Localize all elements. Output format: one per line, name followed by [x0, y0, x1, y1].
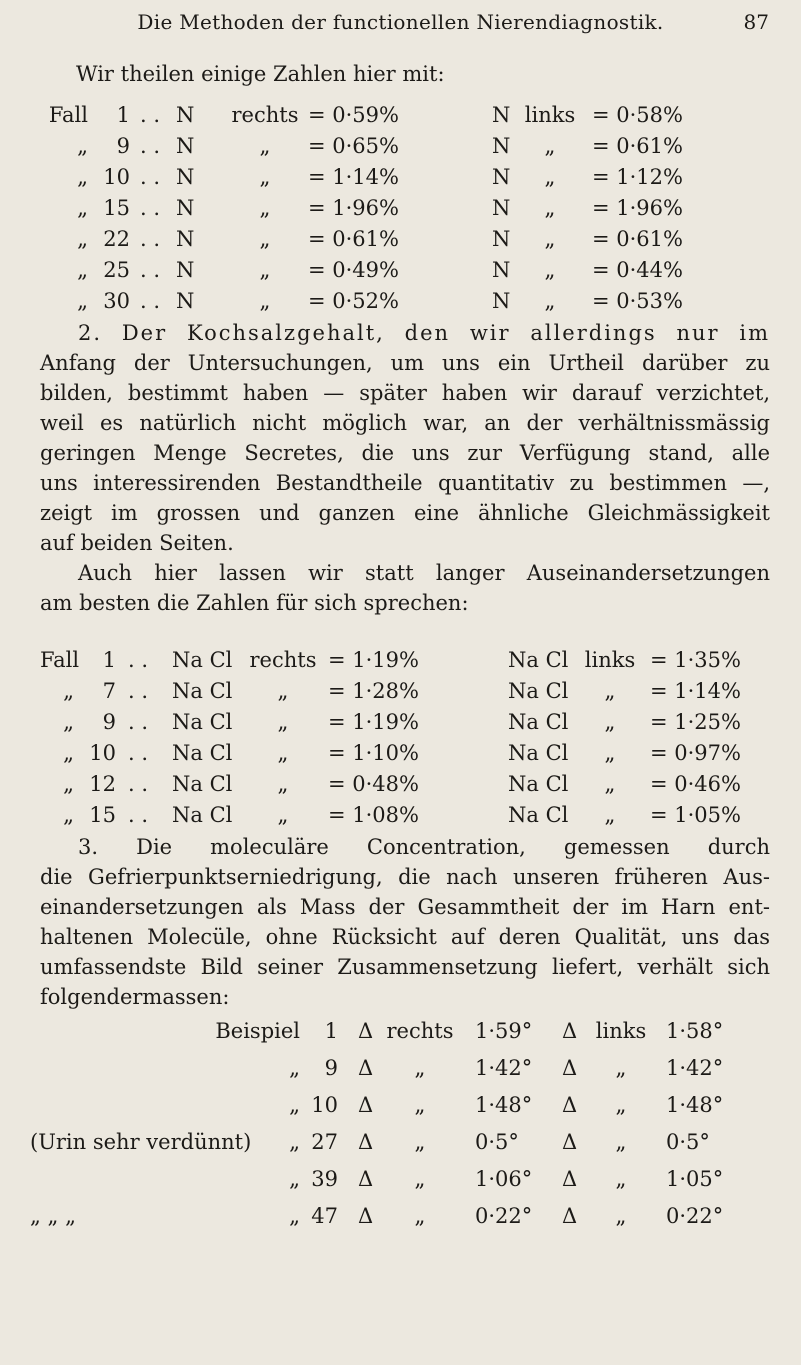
text-line: 2. Der Kochsalzgehalt, den wir allerdings nur im: [78, 321, 770, 345]
example-label: „: [289, 1167, 300, 1191]
example-label: „: [289, 1093, 300, 1117]
right-symbol: Na Cl: [508, 772, 569, 796]
leader-dots: . .: [128, 710, 149, 734]
leader-dots: . .: [128, 772, 149, 796]
right-value: = 1·05%: [650, 803, 741, 827]
text-line: uns interessirenden Bestandtheile quantitativ zu bestimmen —,: [40, 471, 770, 495]
left-symbol: Δ: [358, 1056, 374, 1080]
right-side: „: [604, 803, 616, 827]
text-line: 3. Die moleculäre Concentration, gemessen durch: [78, 835, 770, 859]
right-symbol: N: [492, 103, 511, 127]
leader-dots: . .: [140, 134, 161, 158]
left-side: „: [277, 710, 289, 734]
right-symbol: Na Cl: [508, 679, 569, 703]
case-number: 10: [103, 165, 130, 189]
right-side: „: [615, 1056, 627, 1080]
fall-label: „: [63, 772, 74, 796]
fall-label: „: [63, 679, 74, 703]
right-value: = 1·25%: [650, 710, 741, 734]
left-side: „: [277, 741, 289, 765]
right-side: „: [615, 1093, 627, 1117]
fall-label: „: [63, 710, 74, 734]
right-symbol: N: [492, 196, 511, 220]
right-symbol: N: [492, 258, 511, 282]
right-value: = 1·12%: [592, 165, 683, 189]
leader-dots: . .: [128, 648, 149, 672]
right-symbol: N: [492, 227, 511, 251]
right-side: links: [584, 648, 636, 672]
left-symbol: Δ: [358, 1167, 374, 1191]
leader-dots: . .: [140, 165, 161, 189]
fall-label: „: [77, 134, 88, 158]
left-symbol: Δ: [358, 1130, 374, 1154]
left-symbol: N: [176, 289, 195, 313]
case-number: 9: [116, 134, 130, 158]
text-line: folgendermassen:: [40, 985, 230, 1009]
case-number: 1: [116, 103, 130, 127]
right-side: „: [604, 772, 616, 796]
right-side: „: [604, 741, 616, 765]
right-value: 1·48°: [666, 1093, 724, 1117]
text-line: zeigt im grossen und ganzen eine ähnliche Gleichmässigkeit: [40, 501, 770, 525]
text-line: die Gefrierpunktserniedrigung, die nach unseren früheren Aus-: [40, 865, 770, 889]
case-number: 15: [89, 803, 116, 827]
left-value: = 1·19%: [328, 710, 419, 734]
fall-label: „: [77, 289, 88, 313]
case-number: 12: [89, 772, 116, 796]
running-title: Die Methoden der functionellen Nierendiagnostik.: [137, 10, 664, 34]
right-value: 1·58°: [666, 1019, 724, 1043]
text-line: Auch hier lassen wir statt langer Auseinandersetzungen: [78, 561, 770, 585]
left-side: „: [277, 803, 289, 827]
leader-dots: . .: [128, 803, 149, 827]
left-value: = 0·49%: [308, 258, 399, 282]
case-number: 22: [103, 227, 130, 251]
leader-dots: . .: [128, 741, 149, 765]
right-value: = 0·46%: [650, 772, 741, 796]
left-side: rechts: [386, 1019, 454, 1043]
right-value: 0·22°: [666, 1204, 724, 1228]
left-symbol: Na Cl: [172, 772, 233, 796]
left-symbol: N: [176, 103, 195, 127]
row-note: „ „ „: [30, 1204, 76, 1228]
left-symbol: N: [176, 165, 195, 189]
right-symbol: Δ: [562, 1167, 578, 1191]
left-side: rechts: [231, 103, 299, 127]
fall-label: „: [77, 196, 88, 220]
right-symbol: Δ: [562, 1204, 578, 1228]
fall-label: „: [63, 803, 74, 827]
example-label: Beispiel: [215, 1019, 300, 1043]
right-value: 1·05°: [666, 1167, 724, 1191]
right-side: „: [544, 196, 556, 220]
left-symbol: Na Cl: [172, 710, 233, 734]
case-number: 9: [324, 1056, 338, 1080]
case-number: 39: [311, 1167, 338, 1191]
left-symbol: N: [176, 196, 195, 220]
fall-label: „: [77, 227, 88, 251]
text-line: bilden, bestimmt haben — später haben wir darauf verzichtet,: [40, 381, 770, 405]
leader-dots: . .: [140, 103, 161, 127]
left-value: = 0·52%: [308, 289, 399, 313]
right-symbol: Δ: [562, 1019, 578, 1043]
right-value: = 0·44%: [592, 258, 683, 282]
right-symbol: Na Cl: [508, 803, 569, 827]
right-value: = 0·97%: [650, 741, 741, 765]
left-value: = 1·08%: [328, 803, 419, 827]
left-side: „: [259, 227, 271, 251]
left-symbol: Na Cl: [172, 803, 233, 827]
fall-label: „: [63, 741, 74, 765]
right-symbol: Na Cl: [508, 710, 569, 734]
right-symbol: N: [492, 134, 511, 158]
left-side: „: [277, 772, 289, 796]
right-side: „: [615, 1130, 627, 1154]
left-symbol: N: [176, 258, 195, 282]
right-symbol: Δ: [562, 1093, 578, 1117]
right-value: = 1·96%: [592, 196, 683, 220]
leader-dots: . .: [140, 227, 161, 251]
text-line: umfassendste Bild seiner Zusammensetzung liefert, verhält sich: [40, 955, 770, 979]
left-symbol: N: [176, 134, 195, 158]
case-number: 47: [311, 1204, 338, 1228]
left-value: = 0·61%: [308, 227, 399, 251]
fall-label: „: [77, 165, 88, 189]
left-value: 0·5°: [475, 1130, 519, 1154]
page-number: 87: [743, 10, 769, 34]
right-side: links: [595, 1019, 647, 1043]
left-value: = 0·59%: [308, 103, 399, 127]
left-value: 0·22°: [475, 1204, 533, 1228]
right-symbol: Na Cl: [508, 648, 569, 672]
right-value: = 1·14%: [650, 679, 741, 703]
right-side: „: [604, 710, 616, 734]
example-label: „: [289, 1056, 300, 1080]
right-value: = 0·53%: [592, 289, 683, 313]
right-side: „: [615, 1204, 627, 1228]
right-value: = 0·61%: [592, 227, 683, 251]
right-value: = 0·58%: [592, 103, 683, 127]
left-value: = 1·28%: [328, 679, 419, 703]
text-line: einandersetzungen als Mass der Gesammtheit der im Harn ent-: [40, 895, 770, 919]
paragraph-2: [40, 318, 770, 618]
right-side: „: [544, 258, 556, 282]
left-side: „: [259, 165, 271, 189]
right-symbol: Na Cl: [508, 741, 569, 765]
left-symbol: N: [176, 227, 195, 251]
intro-line: Wir theilen einige Zahlen hier mit:: [76, 62, 445, 86]
leader-dots: . .: [140, 289, 161, 313]
left-value: = 1·96%: [308, 196, 399, 220]
example-label: „: [289, 1204, 300, 1228]
left-value: = 1·14%: [308, 165, 399, 189]
left-side: „: [414, 1167, 426, 1191]
left-side: „: [277, 679, 289, 703]
case-number: 27: [311, 1130, 338, 1154]
right-value: 0·5°: [666, 1130, 710, 1154]
right-side: „: [544, 289, 556, 313]
left-side: „: [414, 1130, 426, 1154]
case-number: 15: [103, 196, 130, 220]
right-side: „: [604, 679, 616, 703]
fall-label: Fall: [48, 103, 88, 127]
left-side: „: [259, 196, 271, 220]
left-value: 1·42°: [475, 1056, 533, 1080]
case-number: 7: [102, 679, 116, 703]
text-line: haltenen Molecüle, ohne Rücksicht auf deren Qualität, uns das: [40, 925, 770, 949]
running-header: [0, 10, 801, 40]
text-line: auf beiden Seiten.: [40, 531, 234, 555]
left-symbol: Δ: [358, 1204, 374, 1228]
left-symbol: Na Cl: [172, 679, 233, 703]
case-number: 1: [324, 1019, 338, 1043]
paragraph-3: [40, 832, 770, 1012]
left-side: „: [259, 289, 271, 313]
right-side: „: [544, 227, 556, 251]
case-number: 10: [89, 741, 116, 765]
left-value: 1·48°: [475, 1093, 533, 1117]
left-value: = 0·65%: [308, 134, 399, 158]
right-symbol: Δ: [562, 1130, 578, 1154]
case-number: 25: [103, 258, 130, 282]
right-side: links: [524, 103, 576, 127]
left-side: „: [414, 1056, 426, 1080]
left-side: „: [259, 134, 271, 158]
right-value: = 0·61%: [592, 134, 683, 158]
row-note: (Urin sehr verdünnt): [30, 1130, 252, 1154]
text-line: Anfang der Untersuchungen, um uns ein Urtheil darüber zu: [40, 351, 770, 375]
case-number: 1: [102, 648, 116, 672]
leader-dots: . .: [140, 258, 161, 282]
right-value: 1·42°: [666, 1056, 724, 1080]
case-number: 10: [311, 1093, 338, 1117]
leader-dots: . .: [128, 679, 149, 703]
left-value: 1·06°: [475, 1167, 533, 1191]
left-side: rechts: [249, 648, 317, 672]
right-value: = 1·35%: [650, 648, 741, 672]
text-line: weil es natürlich nicht möglich war, an der verhältnissmässig: [40, 411, 770, 435]
left-symbol: Na Cl: [172, 648, 233, 672]
left-symbol: Δ: [358, 1093, 374, 1117]
right-side: „: [544, 134, 556, 158]
right-symbol: Δ: [562, 1056, 578, 1080]
left-value: 1·59°: [475, 1019, 533, 1043]
right-symbol: N: [492, 289, 511, 313]
left-side: „: [259, 258, 271, 282]
left-value: = 1·10%: [328, 741, 419, 765]
fall-label: Fall: [40, 648, 80, 672]
left-side: „: [414, 1204, 426, 1228]
left-side: „: [414, 1093, 426, 1117]
right-symbol: N: [492, 165, 511, 189]
left-value: = 0·48%: [328, 772, 419, 796]
right-side: „: [544, 165, 556, 189]
case-number: 9: [102, 710, 116, 734]
left-symbol: Na Cl: [172, 741, 233, 765]
right-side: „: [615, 1167, 627, 1191]
text-line: am besten die Zahlen für sich sprechen:: [40, 591, 469, 615]
text-line: geringen Menge Secretes, die uns zur Verfügung stand, alle: [40, 441, 770, 465]
fall-label: „: [77, 258, 88, 282]
left-symbol: Δ: [358, 1019, 374, 1043]
left-value: = 1·19%: [328, 648, 419, 672]
case-number: 30: [103, 289, 130, 313]
example-label: „: [289, 1130, 300, 1154]
leader-dots: . .: [140, 196, 161, 220]
